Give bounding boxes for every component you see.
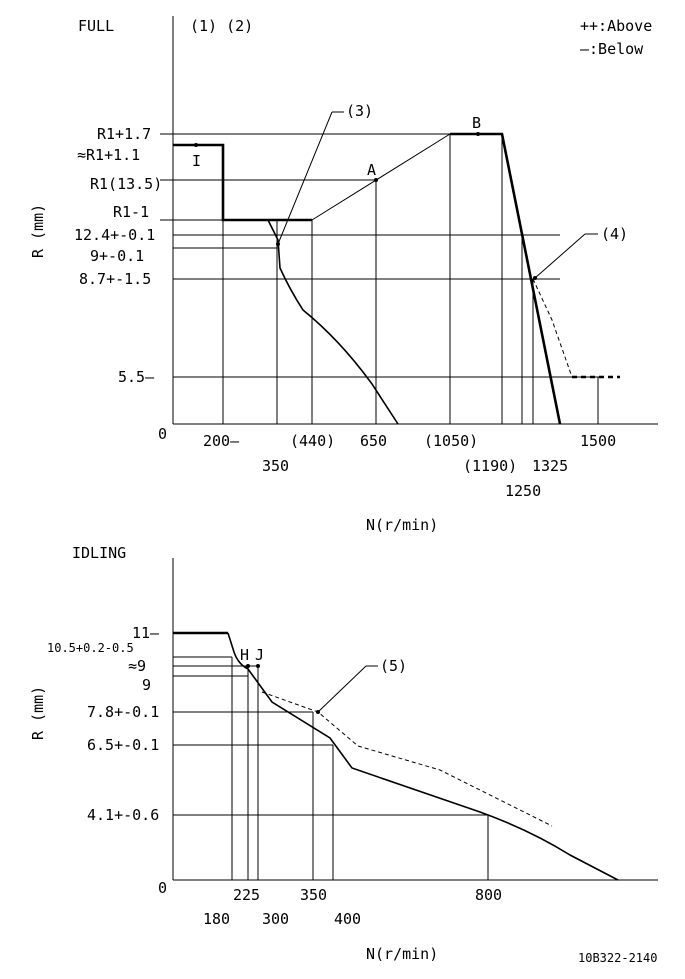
full-rise-line [312, 134, 450, 220]
footer-code: 10B322-2140 [578, 951, 658, 965]
callout-4-leader [535, 234, 585, 278]
full-x-tick-label: (440) [290, 432, 336, 450]
callout-3-leader [278, 112, 332, 244]
full-title: FULL [78, 17, 115, 35]
full-x-tick-label: 200— [203, 432, 240, 450]
legend-below: —:Below [580, 40, 644, 58]
full-y-tick-label: R1-1 [113, 203, 150, 221]
full-x-tick-label: 1325 [532, 457, 569, 475]
idling-x-tick-label: 180 [203, 910, 231, 928]
full-y-tick-label: ≈R1+1.1 [77, 146, 141, 164]
idling-y-tick-label: 0 [158, 879, 168, 897]
callout-4-label: (4) [601, 225, 629, 243]
idling-y-tick-label: 4.1+-0.6 [87, 806, 160, 824]
idling-x-tick-label: 400 [334, 910, 362, 928]
idling-x-axis-label: N(r/min) [366, 945, 439, 963]
full-above-curve [533, 279, 572, 377]
idling-y-tick-label: 11— [132, 624, 160, 642]
full-y-tick-label: 5.5— [118, 368, 155, 386]
callout-5-leader [318, 666, 366, 712]
point-i-label: I [192, 152, 202, 170]
full-x-tick-label: 1500 [580, 432, 617, 450]
idling-y-tick-label: ≈9 [128, 657, 147, 675]
idling-y-tick-label: 7.8+-0.1 [87, 703, 160, 721]
full-y-tick-label: 9+-0.1 [90, 247, 145, 265]
legend-above: ++:Above [580, 17, 653, 35]
callout-3-label: (3) [346, 102, 374, 120]
idling-x-tick-label: 300 [262, 910, 290, 928]
point-b-marker [476, 132, 480, 136]
full-x-axis-label: N(r/min) [366, 516, 439, 534]
full-y-tick-label: R1+1.7 [97, 125, 152, 143]
idling-main-curve [228, 633, 618, 880]
full-x-tick-label: (1190) [463, 457, 518, 475]
idling-title: IDLING [72, 544, 127, 562]
full-stop-curve [268, 220, 398, 424]
full-x-tick-label: 1250 [505, 482, 542, 500]
full-notes: (1) (2) [190, 17, 254, 35]
full-y-tick-label: 12.4+-0.1 [74, 226, 156, 244]
point-j-marker [256, 664, 260, 668]
idling-y-tick-label: 10.5+0.2-0.5 [47, 641, 134, 655]
full-x-tick-label: 650 [360, 432, 388, 450]
full-y-tick-label: 0 [158, 425, 168, 443]
point-a-label: A [367, 161, 377, 179]
point-i-marker [194, 143, 198, 147]
idling-y-axis-label: R (mm) [29, 685, 47, 740]
full-y-tick-label: R1(13.5) [90, 175, 163, 193]
idling-y-tick-label: 6.5+-0.1 [87, 736, 160, 754]
idling-x-tick-label: 225 [233, 886, 261, 904]
idling-y-tick-label: 9 [142, 676, 152, 694]
idling-chart [29, 544, 658, 963]
full-y-tick-label: 8.7+-1.5 [79, 270, 152, 288]
full-x-tick-label: 350 [262, 457, 290, 475]
point-j-label: J [255, 646, 265, 664]
idling-x-tick-label: 800 [475, 886, 503, 904]
point-h-label: H [240, 646, 250, 664]
full-x-tick-label: (1050) [424, 432, 479, 450]
full-chart [29, 16, 658, 534]
point-b-label: B [472, 114, 482, 132]
callout-5-label: (5) [380, 657, 408, 675]
point-h-marker [246, 664, 250, 668]
full-y-axis-label: R (mm) [29, 203, 47, 258]
idling-x-tick-label: 350 [300, 886, 328, 904]
